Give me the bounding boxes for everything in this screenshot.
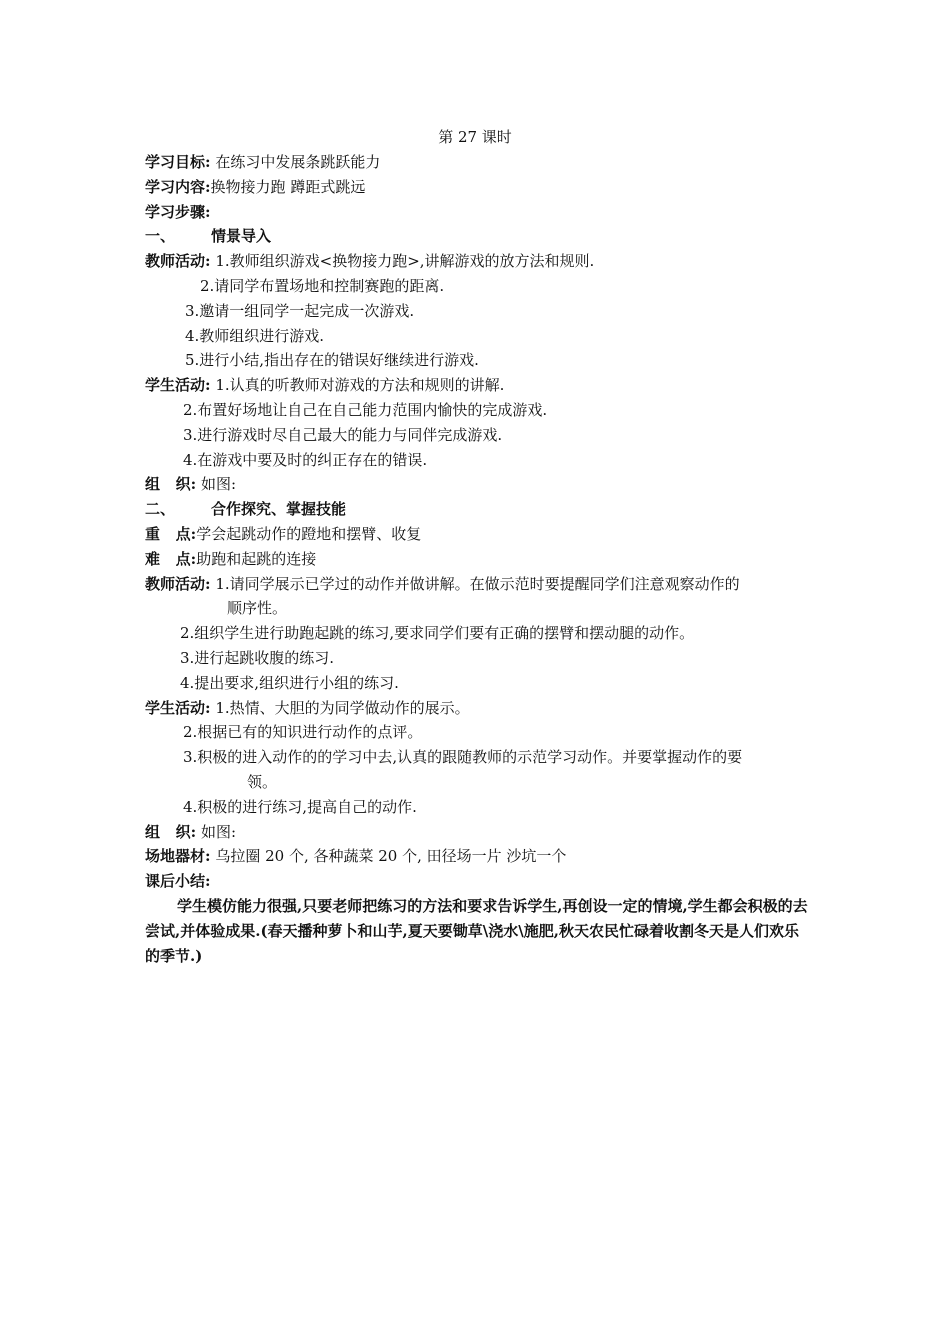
key-point-text: 学会起跳动作的蹬地和摆臂、收复 [196,524,422,543]
learning-content-label: 学习内容: [145,177,211,196]
section-2-organization [145,820,815,845]
list-item-continuation: 顺序性。 [227,599,288,618]
section-1-number: 一、 [145,227,176,246]
list-item: 4.提出要求,组织进行小组的练习. [180,673,399,692]
learning-content-text: 换物接力跑 蹲距式跳远 [210,177,366,196]
section-2-title: 合作探究、掌握技能 [211,500,347,519]
difficulty-text: 助跑和起跳的连接 [196,549,317,568]
equipment-text: 乌拉圈 20 个, 各种蔬菜 20 个, 田径场一片 沙坑一个 [210,847,567,866]
section-1-title: 情景导入 [211,227,272,246]
key-point-label: 重 点: [145,524,197,543]
section-1-teacher-activity [145,249,815,274]
list-item: 2.根据已有的知识进行动作的点评。 [183,723,423,742]
list-item: 3.积极的进入动作的的学习中去,认真的跟随教师的示范学习动作。并要掌握动作的要 [183,748,743,767]
list-item: 2.布置好场地让自己在自己能力范围内愉快的完成游戏. [183,400,548,419]
section-2-number: 二、 [145,500,176,519]
organization-label: 组 织: [145,822,197,841]
student-activity-label: 学生活动: [145,698,211,717]
student-activity-label: 学生活动: [145,376,211,395]
key-point [145,522,815,547]
teacher-activity-label: 教师活动: [145,574,211,593]
section-1-student-activity [145,373,815,398]
list-item: 1.教师组织游戏<换物接力跑>,讲解游戏的放方法和规则. [210,252,595,271]
section-1-heading [145,224,815,249]
organization-label: 组 织: [145,475,197,494]
equipment-label: 场地器材: [145,847,211,866]
teacher-activity-label: 教师活动: [145,252,211,271]
organization-text: 如图: [196,475,237,494]
learning-goal [145,150,815,175]
learning-content [145,175,815,200]
list-item: 3.进行游戏时尽自己最大的能力与同伴完成游戏. [183,425,503,444]
list-item: 5.进行小结,指出存在的错误好继续进行游戏. [185,351,479,370]
learning-steps-label: 学习步骤: [145,202,211,221]
summary-label: 课后小结: [145,872,211,891]
section-1-organization [145,472,815,497]
list-item: 4.教师组织进行游戏. [185,326,325,345]
list-item-continuation: 领。 [247,772,278,791]
equipment [145,844,815,869]
learning-goal-label: 学习目标: [145,153,211,171]
difficulty [145,547,815,572]
summary-text: 学生模仿能力很强,只要老师把练习的方法和要求告诉学生,再创设一定的情境,学生都会积极的去尝试,并体验成果.(春天播种萝卜和山芋,夏天要锄草\浇水\施肥,秋天农民忙碌着收割冬天是人们欢乐的季节.) [145,896,808,965]
lesson-title: 第 27 课时 [438,128,512,146]
list-item: 2.请同学布置场地和控制赛跑的距离. [200,276,445,295]
section-2-teacher-activity [145,572,815,597]
list-item: 3.邀请一组同学一起完成一次游戏. [185,301,415,320]
list-item: 1.请同学展示已学过的动作并做讲解。在做示范时要提醒同学们注意观察动作的 [210,574,740,593]
list-item: 3.进行起跳收腹的练习. [180,648,335,667]
organization-text: 如图: [196,822,237,841]
list-item: 1.热情、大胆的为同学做动作的展示。 [210,698,470,717]
section-2-heading [145,497,815,522]
list-item: 4.在游戏中要及时的纠正存在的错误. [183,450,428,469]
difficulty-label: 难 点: [145,549,197,568]
document-body [145,150,815,968]
list-item: 1.认真的听教师对游戏的方法和规则的讲解. [210,376,505,395]
learning-goal-text: 在练习中发展条跳跃能力 [210,153,381,171]
list-item: 2.组织学生进行助跑起跳的练习,要求同学们要有正确的摆臂和摆动腿的动作。 [180,624,695,643]
section-2-student-activity [145,696,815,721]
list-item: 4.积极的进行练习,提高自己的动作. [183,797,417,816]
